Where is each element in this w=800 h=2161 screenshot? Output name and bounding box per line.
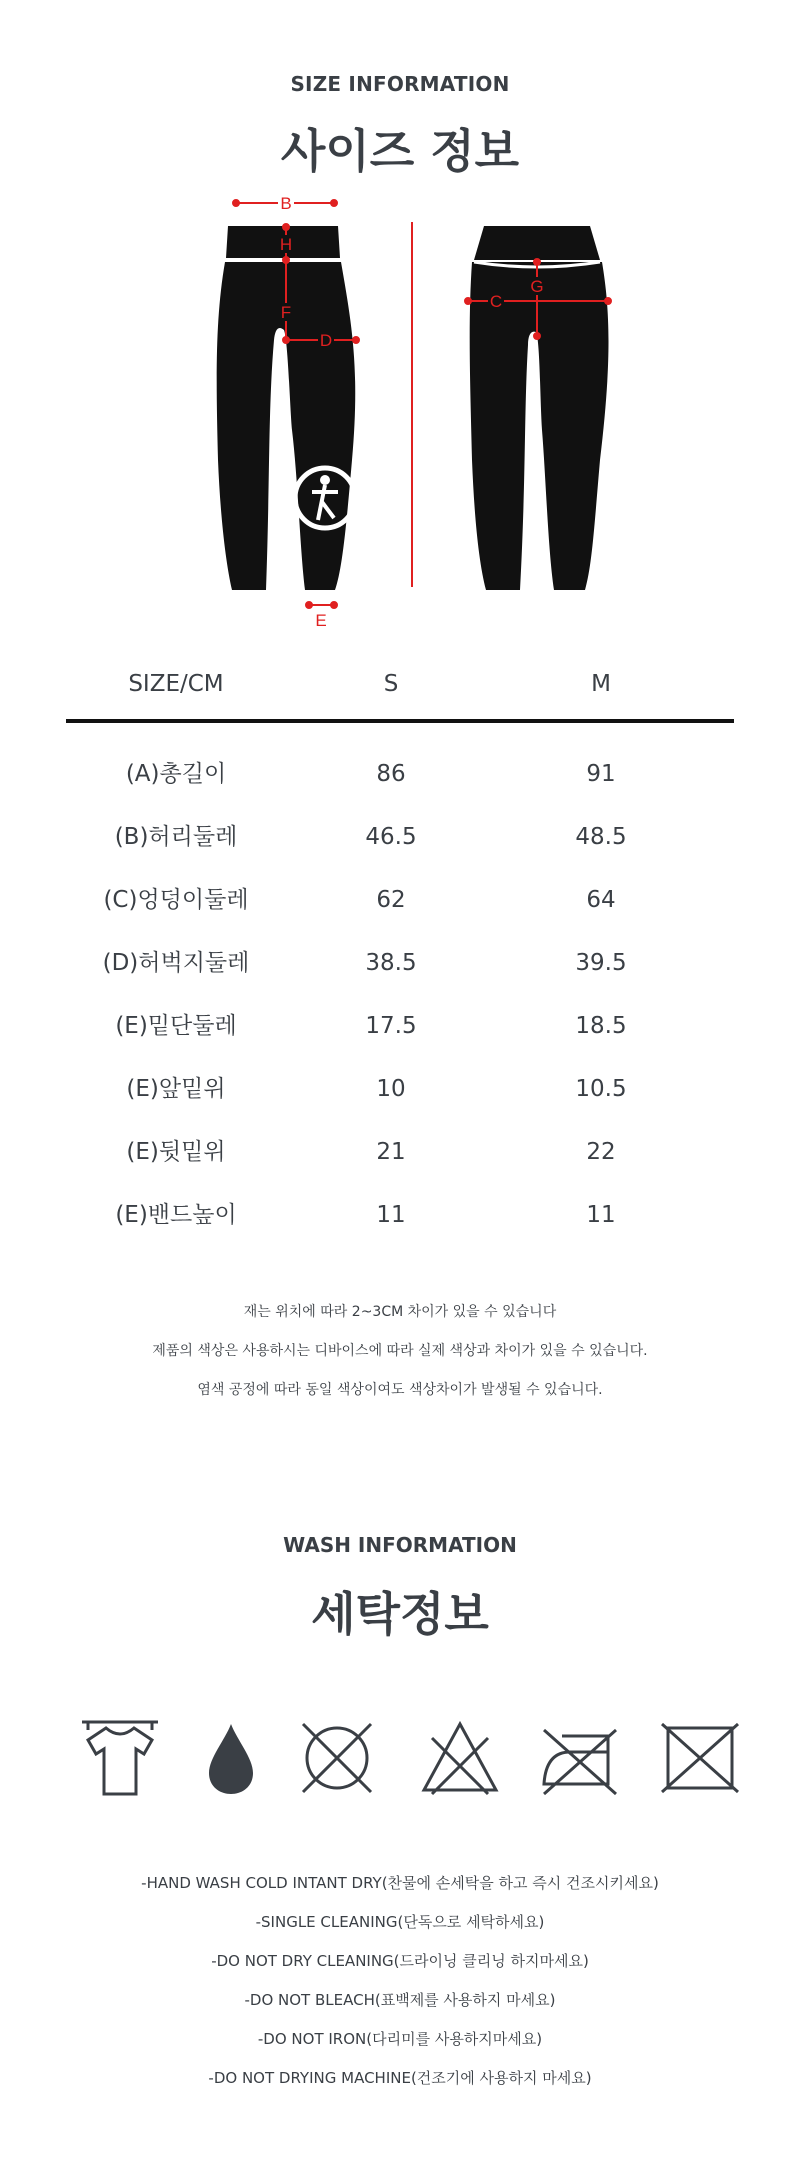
no-dry-clean-icon xyxy=(297,1718,377,1798)
header-size-s: S xyxy=(383,671,399,697)
measurement-label: (D)허벅지둘레 xyxy=(102,950,250,976)
label-e: E xyxy=(315,611,327,630)
size-note: 제품의 색상은 사용하시는 디바이스에 따라 실제 색상과 차이가 있을 수 있습니다. xyxy=(152,1343,648,1359)
measurement-label: (E)뒷밑위 xyxy=(126,1139,226,1165)
size-s-value: 10 xyxy=(376,1076,406,1102)
no-bleach-icon xyxy=(420,1718,500,1798)
header-size-cm: SIZE/CM xyxy=(128,671,224,697)
size-table-row xyxy=(66,1200,734,1263)
size-table-body xyxy=(66,723,734,1263)
wash-instruction: -DO NOT DRY CLEANING(드라이닝 클리닝 하지마세요) xyxy=(211,1952,589,1970)
size-s-value: 17.5 xyxy=(365,1013,417,1039)
hand-wash-icon xyxy=(80,1718,160,1798)
wash-section-eyebrow: WASH INFORMATION xyxy=(283,1533,517,1557)
size-diagram xyxy=(0,180,800,630)
label-c: C xyxy=(489,292,503,311)
size-m-value: 39.5 xyxy=(575,950,627,976)
wash-icons-row xyxy=(0,1718,800,1798)
size-s-value: 21 xyxy=(376,1139,406,1165)
size-table-row xyxy=(66,1011,734,1074)
wash-instruction: -SINGLE CLEANING(단독으로 세탁하세요) xyxy=(255,1913,545,1931)
size-s-value: 46.5 xyxy=(365,824,417,850)
label-b: B xyxy=(280,194,292,213)
size-s-value: 11 xyxy=(376,1202,406,1228)
size-section-title: 사이즈 정보 xyxy=(280,124,520,178)
size-m-value: 10.5 xyxy=(575,1076,627,1102)
label-g: G xyxy=(530,277,544,296)
size-m-value: 48.5 xyxy=(575,824,627,850)
size-m-value: 18.5 xyxy=(575,1013,627,1039)
measurement-label: (C)엉덩이둘레 xyxy=(103,887,249,913)
size-m-value: 11 xyxy=(586,1202,616,1228)
wash-instruction: -DO NOT IRON(다리미를 사용하지마세요) xyxy=(257,2030,543,2048)
wash-instruction: -DO NOT BLEACH(표백제를 사용하지 마세요) xyxy=(244,1991,556,2009)
label-d: D xyxy=(319,331,333,350)
size-note: 염색 공정에 따라 동일 색상이여도 색상차이가 발생될 수 있습니다. xyxy=(197,1382,603,1398)
measurement-label: (A)총길이 xyxy=(125,761,227,787)
size-table-row xyxy=(66,822,734,885)
wash-instruction: -DO NOT DRYING MACHINE(건조기에 사용하지 마세요) xyxy=(208,2069,592,2087)
size-note: 재는 위치에 따라 2~3CM 차이가 있을 수 있습니다 xyxy=(243,1304,557,1320)
size-s-value: 38.5 xyxy=(365,950,417,976)
size-table-row xyxy=(66,885,734,948)
label-f: F xyxy=(280,303,292,322)
size-s-value: 62 xyxy=(376,887,406,913)
size-table-row xyxy=(66,1137,734,1200)
wash-instruction: -HAND WASH COLD INTANT DRY(찬물에 손세탁을 하고 즉시 건조시키세요) xyxy=(141,1874,659,1892)
label-h: H xyxy=(279,235,293,254)
measurement-label: (E)앞밑위 xyxy=(126,1076,226,1102)
size-table-row xyxy=(66,1074,734,1137)
wash-instructions xyxy=(0,1873,800,2107)
size-m-value: 64 xyxy=(586,887,616,913)
size-table-header xyxy=(66,665,734,723)
water-drop-icon xyxy=(191,1718,271,1798)
size-table-row xyxy=(66,759,734,822)
measurement-label: (E)밑단둘레 xyxy=(115,1013,237,1039)
size-s-value: 86 xyxy=(376,761,406,787)
size-notes xyxy=(0,1302,800,1419)
wash-section-title: 세탁정보 xyxy=(311,1587,489,1641)
measurement-label: (B)허리둘레 xyxy=(114,824,238,850)
measurement-label: (E)밴드높이 xyxy=(115,1202,237,1228)
size-table-row xyxy=(66,948,734,1011)
size-table xyxy=(66,665,734,1263)
no-iron-icon xyxy=(540,1718,620,1798)
size-m-value: 91 xyxy=(586,761,616,787)
header-size-m: M xyxy=(591,671,611,697)
size-section-eyebrow: SIZE INFORMATION xyxy=(290,72,510,96)
size-m-value: 22 xyxy=(586,1139,616,1165)
no-tumble-dry-icon xyxy=(660,1718,740,1798)
